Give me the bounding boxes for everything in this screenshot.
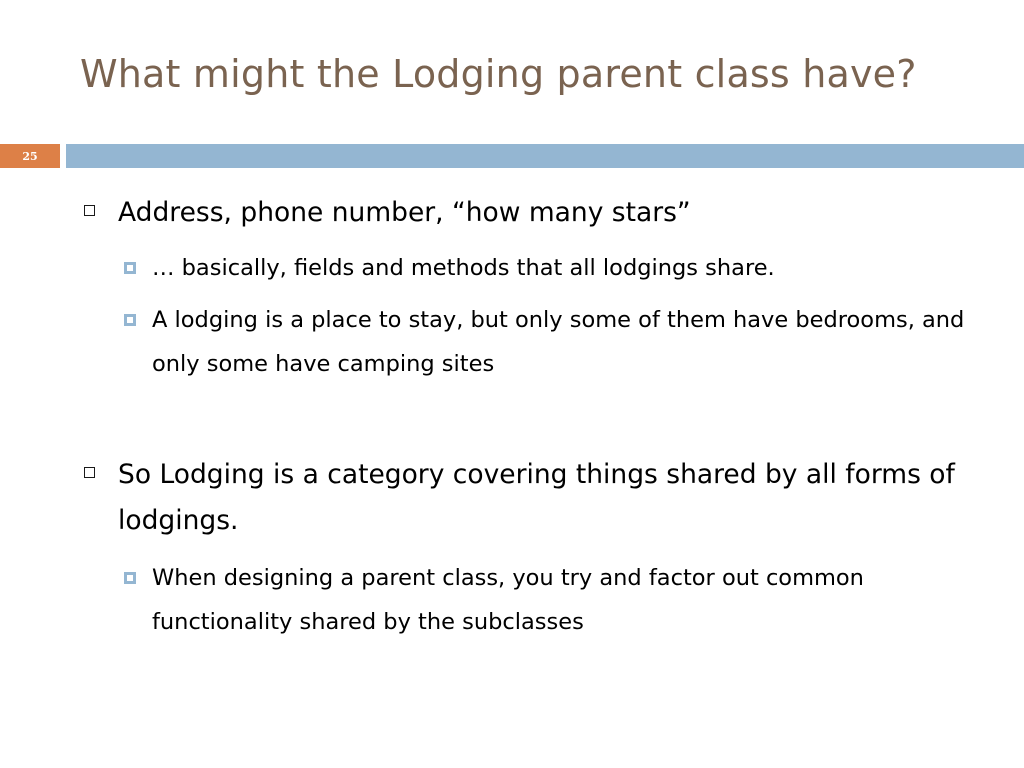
header-rule-bar bbox=[66, 144, 1024, 168]
hollow-square-bullet-icon bbox=[84, 467, 95, 478]
sub-bullet-text: When designing a parent class, you try and factor out common functionality shared by the subclasses bbox=[152, 565, 864, 635]
hollow-square-bullet-icon bbox=[84, 205, 95, 216]
framed-square-bullet-icon bbox=[124, 572, 136, 584]
framed-square-bullet-icon bbox=[124, 314, 136, 326]
slide-number: 25 bbox=[22, 149, 38, 163]
framed-square-bullet-icon bbox=[124, 262, 136, 274]
slide-title: What might the Lodging parent class have? bbox=[80, 52, 917, 96]
bullet-text: So Lodging is a category covering things shared by all forms of lodgings. bbox=[118, 459, 955, 536]
sub-bullet-text: A lodging is a place to stay, but only some of them have bedrooms, and only some have camping sites bbox=[152, 307, 965, 377]
bullet-text: Address, phone number, “how many stars” bbox=[118, 197, 691, 228]
sub-bullet-text: … basically, fields and methods that all lodgings share. bbox=[152, 255, 775, 281]
slide-number-badge bbox=[0, 144, 60, 168]
